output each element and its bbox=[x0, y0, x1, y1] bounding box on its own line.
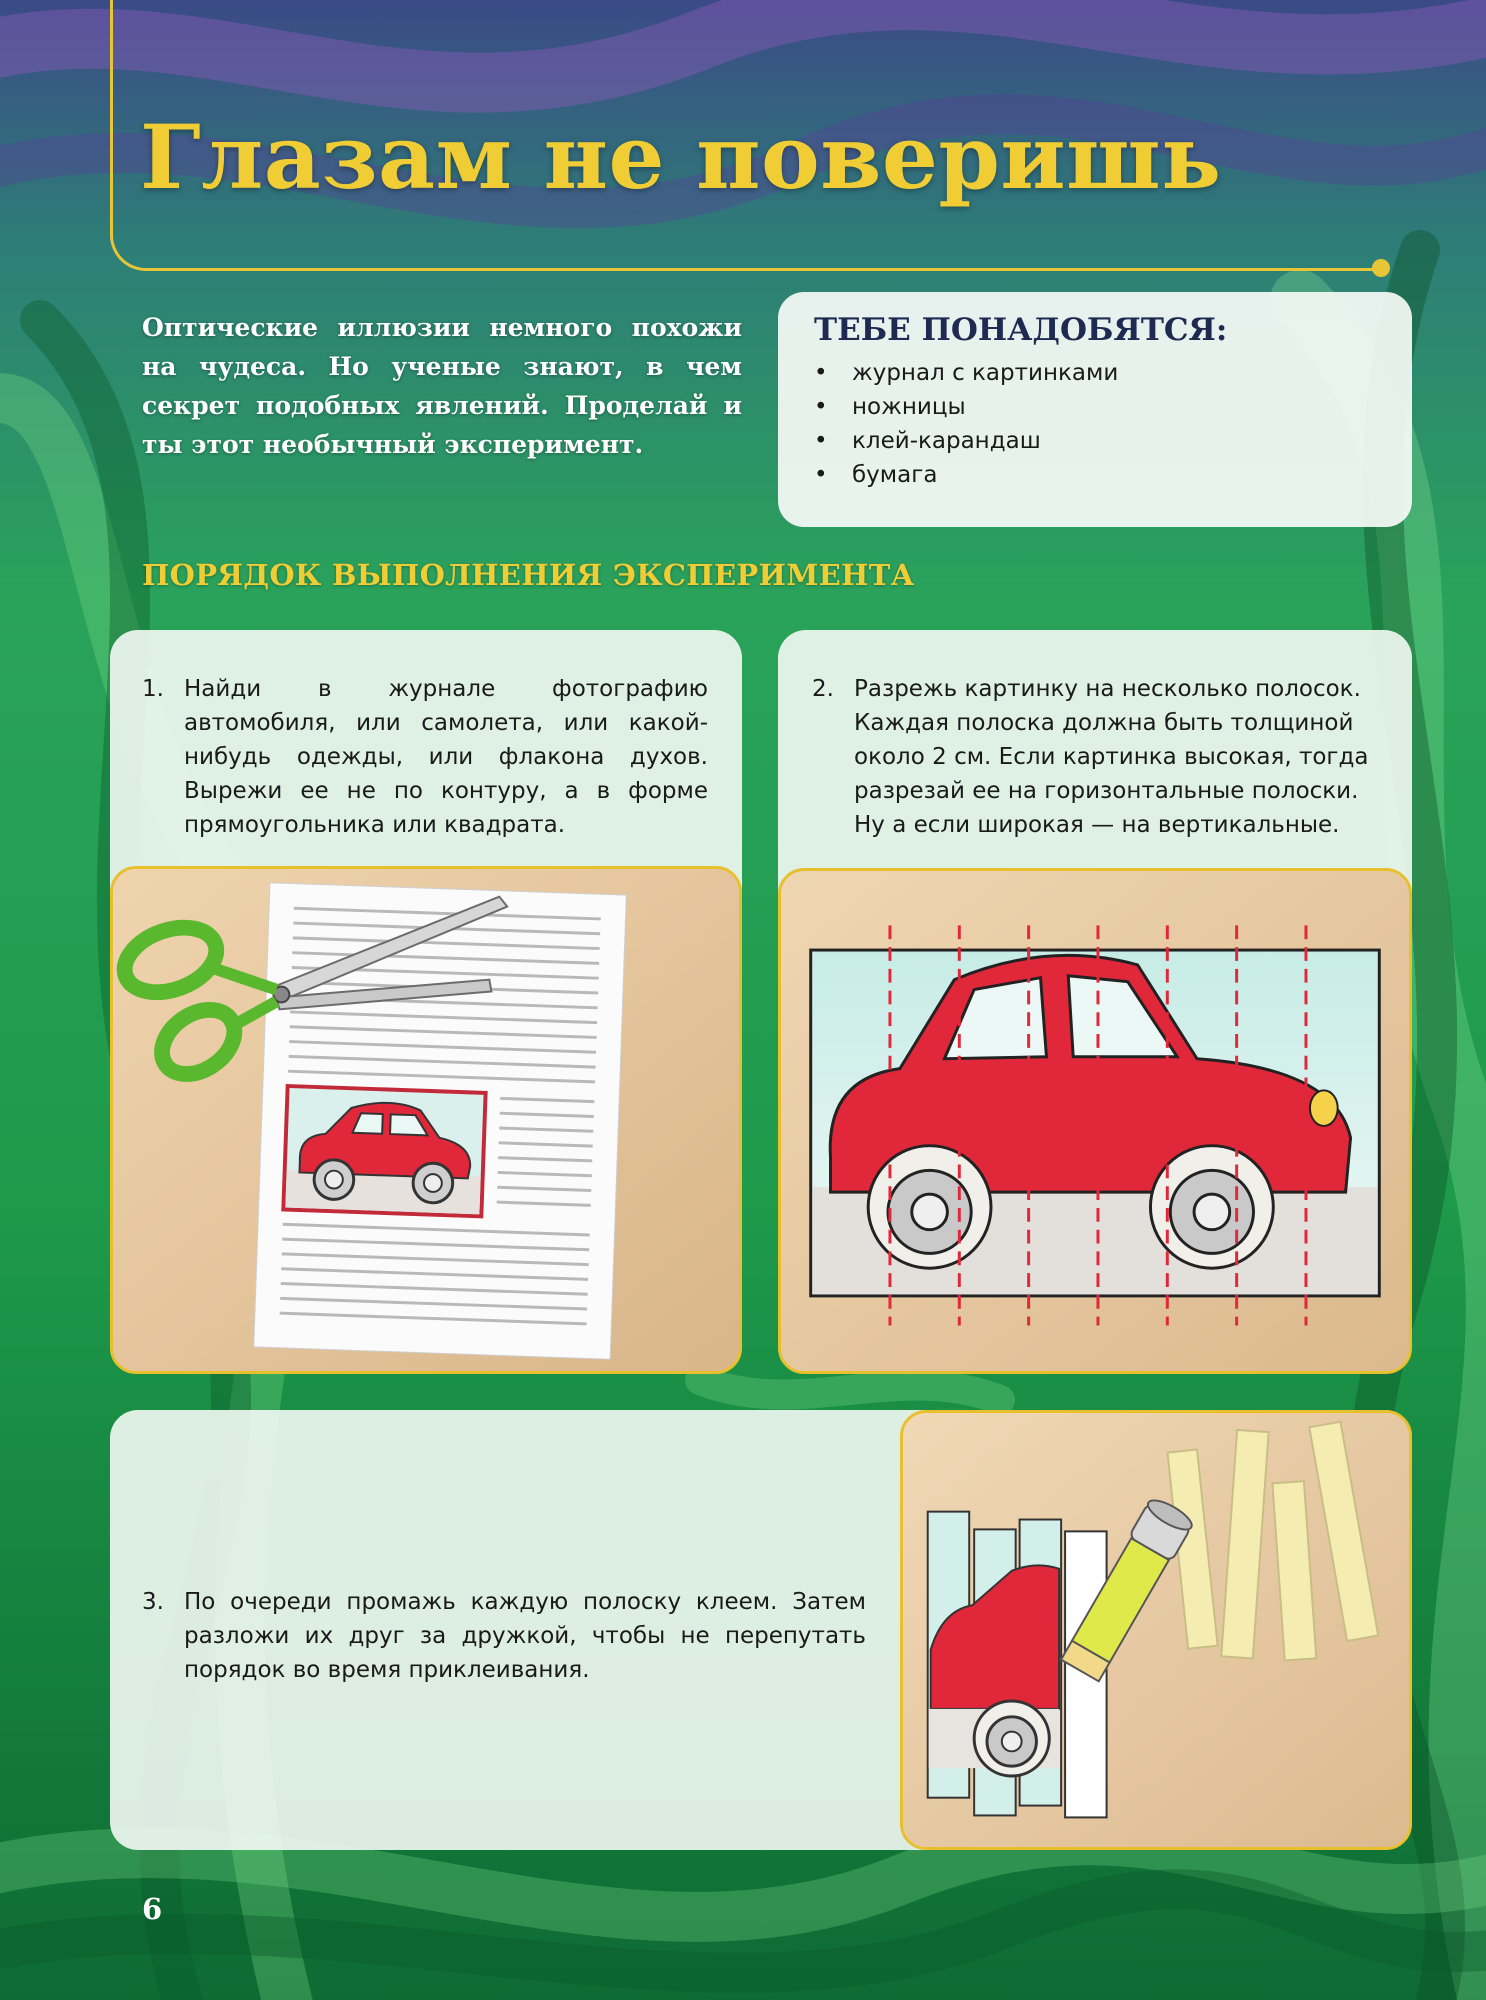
procedure-heading: ПОРЯДОК ВЫПОЛНЕНИЯ ЭКСПЕРИМЕНТА bbox=[142, 558, 915, 592]
page-number: 6 bbox=[142, 1892, 163, 1926]
materials-item: • бумага bbox=[814, 458, 1376, 492]
page-title: Глазам не поверишь bbox=[140, 105, 1222, 209]
title-frame-dot bbox=[1372, 259, 1390, 277]
glue-strips-illustration bbox=[900, 1410, 1412, 1850]
materials-item: • журнал с картинками bbox=[814, 356, 1376, 390]
materials-list bbox=[814, 356, 1376, 492]
materials-item: • ножницы bbox=[814, 390, 1376, 424]
materials-item: • клей-карандаш bbox=[814, 424, 1376, 458]
scissors-magazine-illustration bbox=[110, 866, 742, 1374]
car-cut-lines-illustration bbox=[778, 868, 1412, 1374]
step-3-text bbox=[142, 1585, 866, 1687]
step-2-text bbox=[812, 672, 1378, 842]
step-body: Найди в журнале фотографию автомобиля, или самолета, или какой-нибудь одежды, или флакона духов. Вырежи ее не по контуру, а в форме прямоугольника или квадрата. bbox=[184, 676, 708, 838]
step-number: 3. bbox=[142, 1589, 164, 1615]
step-number: 1. bbox=[142, 676, 164, 702]
bullet-icon: • bbox=[814, 394, 828, 420]
step-body: Разрежь картинку на несколько полосок. Каждая полоска должна быть толщиной около 2 см. Если картинка высокая, тогда разрезай ее на горизонтальные полоски. Ну а если широкая — на вертикальные. bbox=[854, 676, 1369, 838]
intro-text: Оптические иллюзии немного похожи на чудеса. Но ученые знают, в чем секрет подобных явлений. Проделай и ты этот необычный эксперимент. bbox=[142, 313, 742, 459]
bullet-icon: • bbox=[814, 360, 828, 386]
step-number: 2. bbox=[812, 676, 834, 702]
bullet-icon: • bbox=[814, 428, 828, 454]
materials-heading: ТЕБЕ ПОНАДОБЯТСЯ: bbox=[814, 312, 1228, 348]
step-body: По очереди промажь каждую полоску клеем. Затем разложи их друг за дружкой, чтобы не перепутать порядок во время приклеивания. bbox=[184, 1589, 866, 1683]
materials-box bbox=[778, 292, 1412, 527]
bullet-icon: • bbox=[814, 462, 828, 488]
step-1-text bbox=[142, 672, 708, 842]
